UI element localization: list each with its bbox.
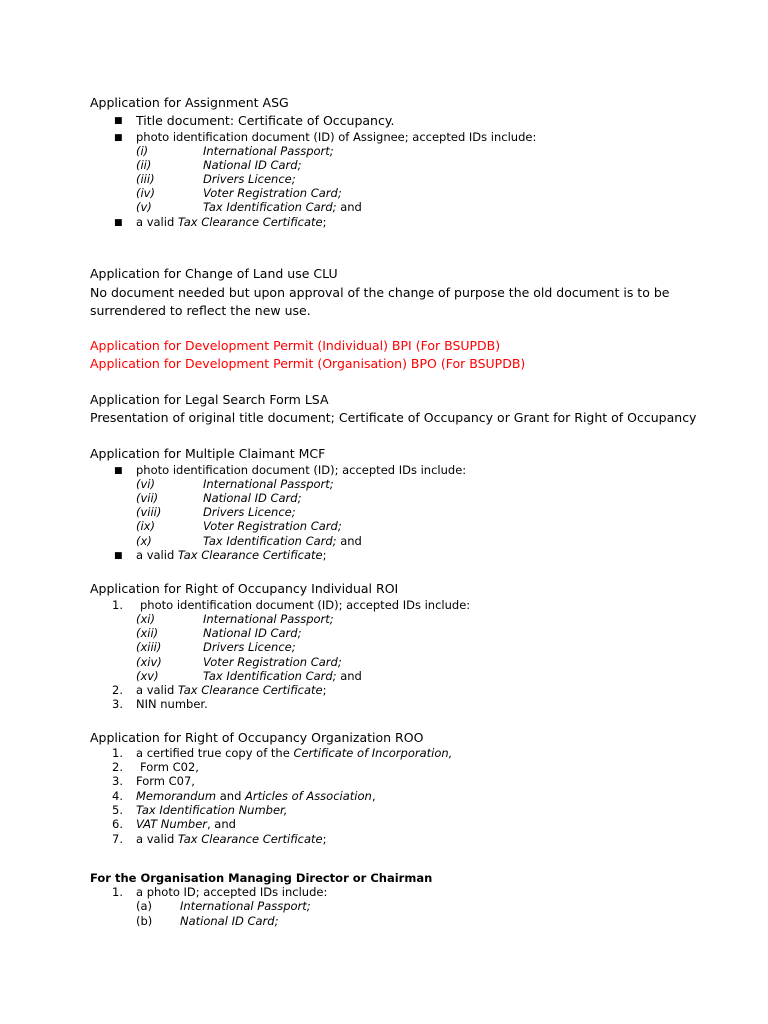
asg-id-roman: (ii) xyxy=(136,158,152,172)
bullet-icon: ■ xyxy=(114,218,123,228)
roo-item: a valid Tax Clearance Certificate; xyxy=(136,832,327,846)
clu-body: No document needed but upon approval of the change of purpose the old document is to be surrendered to reflect the new use. xyxy=(90,285,670,318)
bullet-icon: ■ xyxy=(114,466,123,476)
roo-item: a certified true copy of the Certificate of Incorporation, xyxy=(136,746,453,760)
md-heading: For the Organisation Managing Director or Chairman xyxy=(90,871,433,885)
mcf-id-name: Tax Identification Card; and xyxy=(203,534,362,548)
roi-item-nin: NIN number. xyxy=(136,697,208,711)
lsa-heading: Application for Legal Search Form LSA xyxy=(90,392,329,407)
roo-item: Memorandum and Articles of Association, xyxy=(136,789,376,803)
mcf-id-roman: (viii) xyxy=(136,505,162,519)
roo-item-number: 1. xyxy=(112,746,123,760)
roo-item: Form C02, xyxy=(140,760,199,774)
roi-id-roman: (xv) xyxy=(136,669,159,683)
bullet-icon: ■ xyxy=(114,551,123,561)
roi-item-photo-id: photo identification document (ID); accepted IDs include: xyxy=(140,598,471,612)
asg-id-roman: (iv) xyxy=(136,186,155,200)
roi-item-number: 3. xyxy=(112,697,123,711)
mcf-id-name: National ID Card; xyxy=(203,491,302,505)
asg-heading: Application for Assignment ASG xyxy=(90,95,289,110)
roo-item-number: 5. xyxy=(112,803,123,817)
mcf-id-roman: (x) xyxy=(136,534,152,548)
md-id-name: International Passport; xyxy=(180,899,311,913)
mcf-id-roman: (vi) xyxy=(136,477,155,491)
roi-id-name: Voter Registration Card; xyxy=(203,655,342,669)
roo-item-number: 3. xyxy=(112,774,123,788)
mcf-id-name: Drivers Licence; xyxy=(203,505,296,519)
asg-id-roman: (i) xyxy=(136,144,149,158)
lsa-body: Presentation of original title document; Certificate of Occupancy or Grant for Right of Occupancy xyxy=(90,410,697,425)
mcf-id-name: Voter Registration Card; xyxy=(203,519,342,533)
roo-item-number: 4. xyxy=(112,789,123,803)
mcf-item-tax-clearance: a valid Tax Clearance Certificate; xyxy=(136,548,327,562)
roo-item-number: 6. xyxy=(112,817,123,831)
asg-id-name: Drivers Licence; xyxy=(203,172,296,186)
mcf-id-roman: (ix) xyxy=(136,519,155,533)
md-id-name: National ID Card; xyxy=(180,914,279,928)
roi-item-number: 1. xyxy=(112,598,123,612)
roo-heading: Application for Right of Occupancy Organization ROO xyxy=(90,730,424,745)
bpo-heading: Application for Development Permit (Organisation) BPO (For BSUPDB) xyxy=(90,356,526,371)
asg-id-roman: (iii) xyxy=(136,172,155,186)
roi-id-name: Tax Identification Card; and xyxy=(203,669,362,683)
asg-item-photo-id: photo identification document (ID) of Assignee; accepted IDs include: xyxy=(136,130,537,144)
roi-heading: Application for Right of Occupancy Individual ROI xyxy=(90,581,399,596)
asg-id-name: International Passport; xyxy=(203,144,334,158)
roo-item-number: 2. xyxy=(112,760,123,774)
roi-item-tax-clearance: a valid Tax Clearance Certificate; xyxy=(136,683,327,697)
md-item-photo-id: a photo ID; accepted IDs include: xyxy=(136,885,328,899)
asg-item-title-document: Title document: Certificate of Occupancy. xyxy=(136,113,395,128)
asg-id-name: Tax Identification Card; and xyxy=(203,200,362,214)
bpi-heading: Application for Development Permit (Individual) BPI (For BSUPDB) xyxy=(90,338,501,353)
roi-id-name: International Passport; xyxy=(203,612,334,626)
roi-id-roman: (xi) xyxy=(136,612,155,626)
roo-item-number: 7. xyxy=(112,832,123,846)
roo-item: Tax Identification Number, xyxy=(136,803,288,817)
md-item-number: 1. xyxy=(112,885,123,899)
asg-id-roman: (v) xyxy=(136,200,152,214)
mcf-item-photo-id: photo identification document (ID); accepted IDs include: xyxy=(136,463,467,477)
roi-id-roman: (xiv) xyxy=(136,655,162,669)
roi-id-name: Drivers Licence; xyxy=(203,640,296,654)
mcf-heading: Application for Multiple Claimant MCF xyxy=(90,446,326,461)
asg-id-name: Voter Registration Card; xyxy=(203,186,342,200)
roi-id-roman: (xii) xyxy=(136,626,159,640)
roi-item-number: 2. xyxy=(112,683,123,697)
md-id-letter: (b) xyxy=(136,914,153,928)
asg-item-tax-clearance: a valid Tax Clearance Certificate; xyxy=(136,215,327,229)
roo-item: VAT Number, and xyxy=(136,817,236,831)
roo-item: Form C07, xyxy=(136,774,195,788)
roi-id-roman: (xiii) xyxy=(136,640,162,654)
mcf-id-name: International Passport; xyxy=(203,477,334,491)
mcf-id-roman: (vii) xyxy=(136,491,159,505)
md-id-letter: (a) xyxy=(136,899,153,913)
clu-heading: Application for Change of Land use CLU xyxy=(90,266,338,281)
bullet-icon: ■ xyxy=(114,116,123,126)
roi-id-name: National ID Card; xyxy=(203,626,302,640)
bullet-icon: ■ xyxy=(114,133,123,143)
asg-id-name: National ID Card; xyxy=(203,158,302,172)
